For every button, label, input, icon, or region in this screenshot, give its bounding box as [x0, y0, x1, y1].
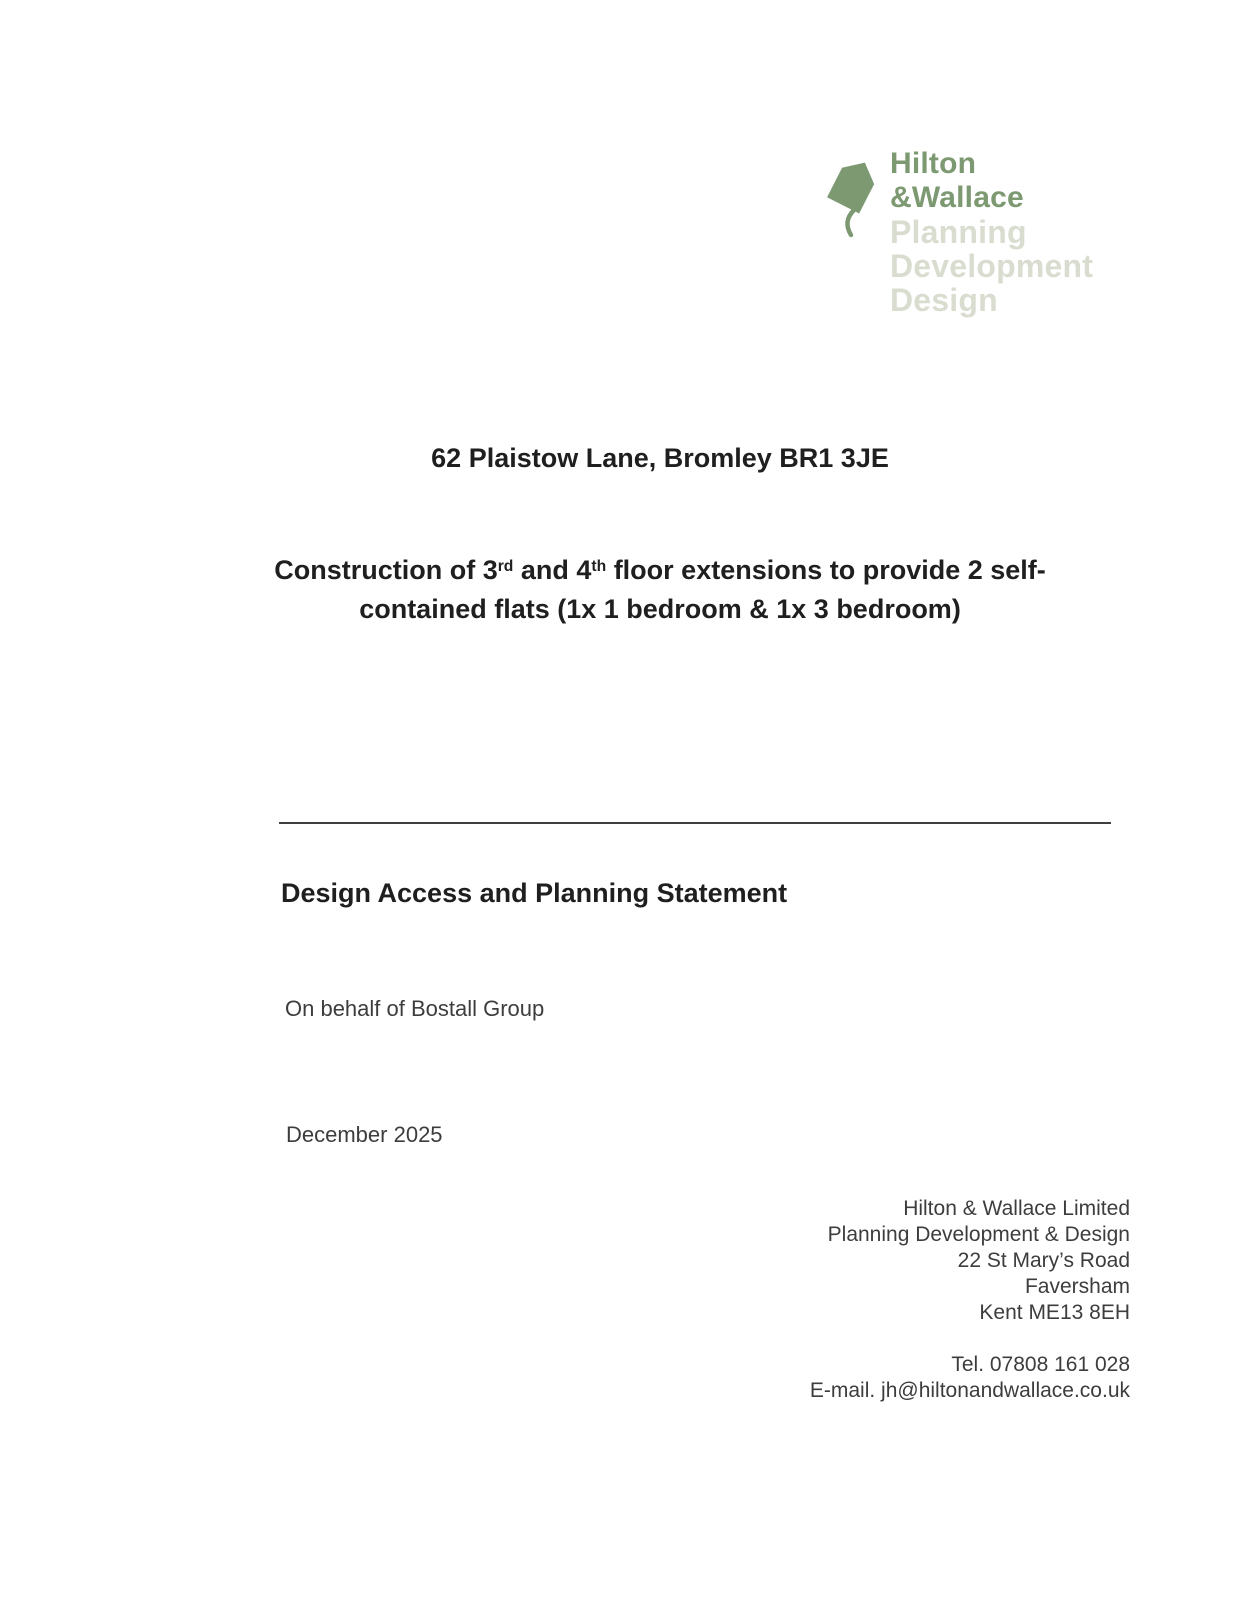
proposal-line2: contained flats (1x 1 bedroom & 1x 3 bedroom): [359, 594, 961, 624]
contact-address-street: 22 St Mary’s Road: [957, 1249, 1130, 1272]
proposal-heading: [190, 553, 1130, 627]
horizontal-rule: [279, 822, 1111, 824]
proposal-line1: [190, 553, 1130, 592]
date-line: December 2025: [286, 1122, 443, 1147]
contact-company: Hilton & Wallace Limited: [903, 1197, 1130, 1220]
contact-email: E-mail. jh@hiltonandwallace.co.uk: [809, 1379, 1130, 1402]
contact-address-town: Faversham: [1024, 1275, 1130, 1298]
proposal-seg1: Construction of 3: [274, 555, 498, 585]
logo-tagline-development: Development: [890, 248, 1094, 284]
statement-title: Design Access and Planning Statement: [281, 878, 788, 908]
logo-tagline-design: Design: [890, 282, 998, 318]
contact-block: [810, 1196, 1130, 1404]
company-logo: [808, 145, 1138, 335]
client-line: On behalf of Bostall Group: [285, 996, 545, 1021]
logo-text: [890, 147, 1093, 317]
proposal-ordinal-rd: rd: [497, 557, 514, 575]
logo-brand-line2: &Wallace: [890, 181, 1024, 214]
logo-tagline-planning: Planning: [890, 214, 1027, 250]
contact-telephone: Tel. 07808 161 028: [951, 1353, 1130, 1376]
proposal-seg2: and 4: [513, 555, 592, 585]
logo-tagline: [890, 215, 1093, 317]
contact-department: Planning Development & Design: [827, 1223, 1130, 1246]
logo-brand-name: [890, 147, 1093, 215]
logo-brand-line1: Hilton: [890, 147, 977, 180]
contact-address-postcode: Kent ME13 8EH: [979, 1301, 1130, 1324]
site-address-heading: 62 Plaistow Lane, Bromley BR1 3JE: [431, 443, 889, 473]
contact-spacer: [810, 1326, 1130, 1352]
house-leaf-icon: [824, 148, 884, 243]
proposal-seg3: floor extensions to provide 2 self-: [606, 555, 1046, 585]
proposal-ordinal-th: th: [591, 557, 607, 575]
